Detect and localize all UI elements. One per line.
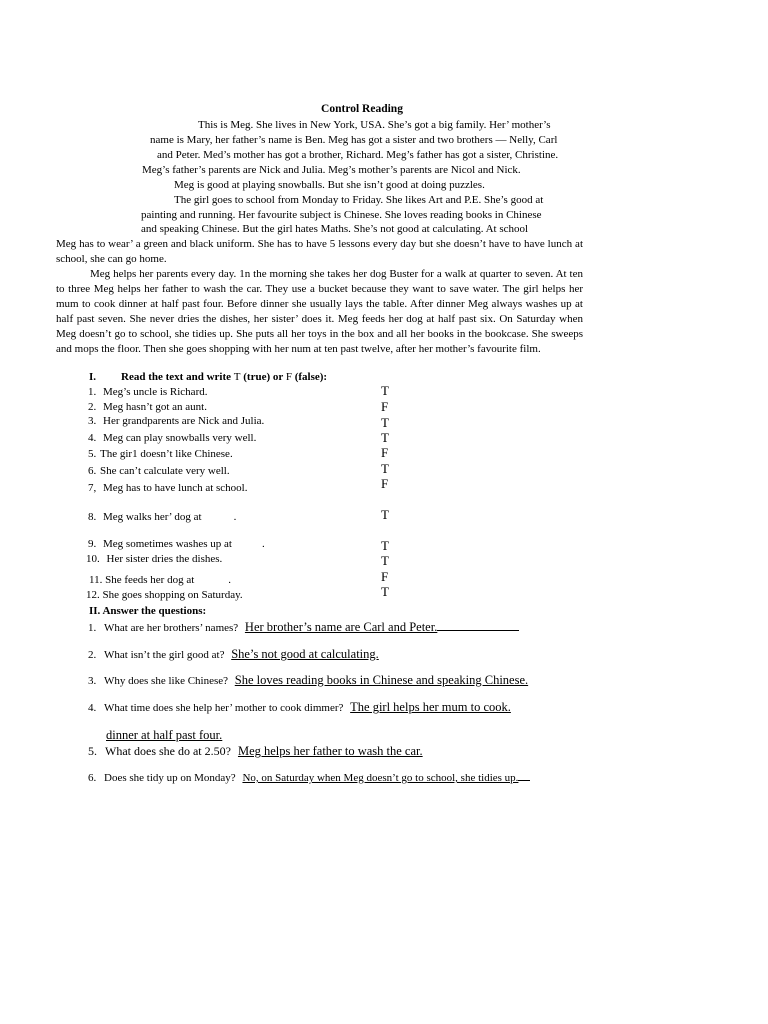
tf-item: 5. The gir1 doesn’t like Chinese. (88, 448, 233, 460)
qa-item: 2. What isn’t the girl good at? She’s not good at calculating. (88, 647, 379, 661)
reading-line: and speaking Chinese. But the girl hates Maths. She’s not good at calculating. At school (141, 223, 529, 235)
qa-item: 1. What are her brothers’ names? Her brother’s name are Carl and Peter. (88, 620, 519, 636)
tf-item: 11. She feeds her dog at . (89, 574, 232, 586)
tf-item: 8. Meg walks her’ dog at . (88, 511, 237, 523)
tf-item: 12. She goes shopping on Saturday. (86, 589, 243, 601)
tf-answer: T (381, 507, 389, 522)
section1-heading: I. Read the text and write T (true) or F (false): (89, 371, 328, 383)
qa-answer-continued: dinner at half past four. (106, 728, 223, 742)
tf-answer: T (381, 538, 389, 553)
tf-item: 6. She can’t calculate very well. (88, 465, 230, 477)
page-title: Control Reading (321, 103, 403, 115)
qa-item: 6. Does she tidy up on Monday? No, on Saturday when Meg doesn’t go to school, she tidies up. (88, 771, 530, 786)
reading-paragraph: Meg helps her parents every day. 1n the morning she takes her dog Buster for a walk at quarter to seven. At ten to three Meg helps her father to wash the car. They use a bucket because they want to save water. The girl helps her mum to cook dinner at half past four. Before dinner she usually lays the table. After dinner Meg always washes up at half past seven. She never dries the dishes, her sister’ does it. Meg feeds her dog at half past six. On Saturday when Meg doesn’t go to school, she tidies up. She puts all her toys in the box and all her books in the bookcase. She sweeps and mops the floor. Then she goes shopping with her num at ten past twelve, after her mother’s favourite film. (56, 268, 583, 355)
reading-paragraph: Meg has to wear’ a green and black uniform. She has to have 5 lessons every day but she doesn’t have to have lunch at school, she can go home. (56, 238, 583, 265)
reading-line: This is Meg. She lives in New York, USA. She’s got a big family. Her’ mother’s (198, 119, 551, 131)
qa-item: 4. What time does she help her’ mother to cook dimmer? The girl helps her mum to cook. (88, 700, 511, 714)
qa-item: 3. Why does she like Chinese? She loves reading books in Chinese and speaking Chinese. (88, 673, 529, 687)
tf-answer: F (381, 569, 389, 584)
qa-answer: Her brother’s name are Carl and Peter. (244, 620, 438, 634)
tf-item: 7, Meg has to have lunch at school. (88, 482, 248, 494)
true-letter: T (233, 371, 241, 383)
tf-item: 3. Her grandparents are Nick and Julia. (88, 415, 265, 427)
tf-answer: T (381, 415, 389, 430)
tf-answer: F (381, 476, 389, 491)
reading-line: Meg is good at playing snowballs. But she isn’t good at doing puzzles. (174, 179, 485, 191)
reading-line: The girl goes to school from Monday to Friday. She likes Art and P.E. She’s good at (174, 194, 544, 206)
tf-answer: F (381, 399, 389, 414)
qa-item: 5. What does she do at 2.50? Meg helps her father to wash the car. (88, 744, 423, 758)
false-letter: F (285, 371, 292, 383)
tf-item: 10. Her sister dries the dishes. (86, 553, 223, 565)
tf-answer: T (381, 553, 389, 568)
reading-line: and Peter. Med’s mother has got a brother, Richard. Meg’s father has got a sister, Christine. (157, 149, 559, 161)
tf-answer: T (381, 383, 389, 398)
tf-answer: F (381, 445, 389, 460)
tf-item: 9. Meg sometimes washes up at . (88, 538, 265, 550)
qa-answer: Meg helps her father to wash the car. (237, 744, 423, 758)
qa-answer: No, on Saturday when Meg doesn’t go to school, she tidies up. (242, 772, 519, 784)
tf-item: 1. Meg’s uncle is Richard. (88, 386, 208, 398)
reading-line: painting and running. Her favourite subject is Chinese. She loves reading books in Chinese (141, 209, 542, 221)
reading-line: Meg’s father’s parents are Nick and Julia. Meg’s mother’s parents are Nicol and Nick. (142, 164, 521, 176)
tf-item: 2. Meg hasn’t got an aunt. (88, 401, 207, 413)
tf-answer: T (381, 584, 389, 599)
tf-item: 4. Meg can play snowballs very well. (88, 432, 257, 444)
section2-heading: II. Answer the questions: (89, 605, 207, 617)
tf-answer: T (381, 430, 389, 445)
tf-answer: T (381, 461, 389, 476)
reading-line: name is Mary, her father’s name is Ben. Meg has got a sister and two brothers — Nelly, Carl (150, 134, 558, 146)
qa-answer: She loves reading books in Chinese and speaking Chinese. (234, 673, 529, 687)
section1-heading-text: Read the text and write (121, 371, 234, 383)
qa-answer: The girl helps her mum to cook. (350, 700, 511, 714)
section1-number: I. (89, 371, 97, 383)
qa-answer: She’s not good at calculating. (231, 647, 379, 661)
